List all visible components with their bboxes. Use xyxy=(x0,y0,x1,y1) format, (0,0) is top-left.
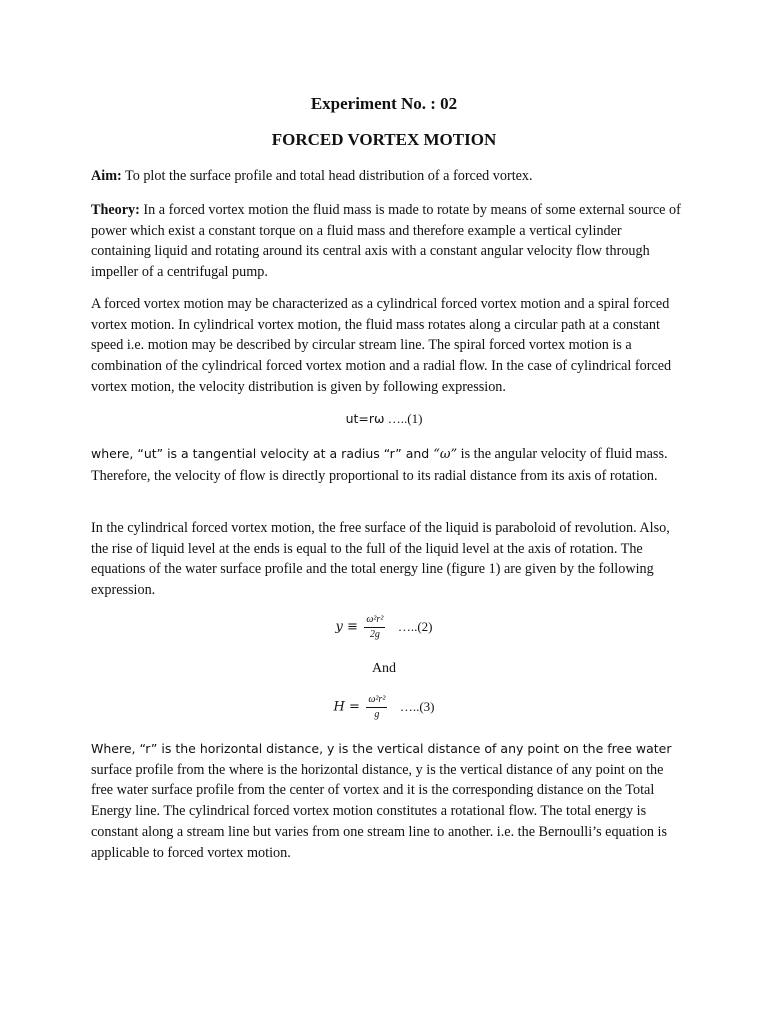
equation-2-denominator: 2g xyxy=(369,629,380,640)
vortex-types-paragraph: A forced vortex motion may be characterized as a cylindrical forced vortex motion and a spiral forced vortex motion. In cylindrical vortex motion, the fluid mass rotates along a circular path at a constant speed i.e. motion may be described by circular stream line. The spiral forced vortex motion is a combination of the cylindrical forced vortex motion and a radial flow. In the case of cylindrical forced vortex motion, the velocity distribution is given by following expression. xyxy=(91,296,672,395)
and-text: And xyxy=(371,661,397,676)
equation-2-lhs: y ≡ xyxy=(335,619,358,635)
bernoulli-text-part1: Where, “r” is the horizontal distance, y is the vertical distance of any point on the free water xyxy=(91,741,672,756)
experiment-title: Experiment No. : 02 xyxy=(310,94,458,113)
aim-text: To plot the surface profile and total head distribution of a forced vortex. xyxy=(121,168,533,184)
equation-3-denominator: g xyxy=(374,709,380,720)
bernoulli-paragraph xyxy=(91,739,681,863)
equation-1 xyxy=(0,411,768,428)
equation-3-tag: …..(3) xyxy=(399,698,435,714)
theory-text: In a forced vortex motion the fluid mass is made to rotate by means of some external source of power which exist a constant torque on a fluid mass and therefore example a vertical cylinder containing liquid and rotating around its central axis with a constant angular velocity flow through impeller of a centrifugal pump. xyxy=(91,202,681,281)
omega-symbol: “ω” xyxy=(433,447,458,462)
velocity-text-part2: is the angular velocity of fluid mass. Therefore, the velocity of flow is directly proportional to its radial distance from its axis of rotation. xyxy=(91,446,668,484)
page-heading: FORCED VORTEX MOTION xyxy=(271,130,497,149)
theory-paragraph xyxy=(91,200,681,283)
velocity-paragraph xyxy=(91,444,681,486)
equation-2 xyxy=(0,614,768,641)
equation-3-numerator: ω²r² xyxy=(366,694,387,708)
velocity-text-part1: where, “ut” is a tangential velocity at a radius “r” and xyxy=(91,446,434,461)
equation-3-lhs: H = xyxy=(333,699,360,715)
equation-2-fraction xyxy=(364,614,385,641)
aim-paragraph xyxy=(91,166,681,187)
equation-3 xyxy=(0,694,768,721)
equation-2-tag: …..(2) xyxy=(397,618,433,634)
equation-1-expression: ut=rω xyxy=(345,411,385,426)
equation-3-fraction xyxy=(366,694,387,721)
equation-2-numerator: ω²r² xyxy=(364,614,385,628)
bernoulli-text-part2: surface profile from the where is the horizontal distance, y is the vertical distance of any point on the free water surface profile from the center of vortex and it is the corresponding distance on the Total Energy line. The cylindrical forced vortex motion constitutes a rotational flow. The total energy is constant along a stream line but varies from one stream line to another. i.e. the Bernoulli’s equation is applicable to forced vortex motion. xyxy=(91,761,668,861)
theory-label: Theory: xyxy=(91,202,140,218)
surface-profile-paragraph: In the cylindrical forced vortex motion, the free surface of the liquid is paraboloid of revolution. Also, the rise of liquid level at the ends is equal to the full of the liquid level at the axis of rotation. The equations of the water surface profile and the total energy line (figure 1) are given by the following expression. xyxy=(91,520,670,599)
equation-1-tag: …..(1) xyxy=(384,411,423,426)
aim-label: Aim: xyxy=(91,168,122,184)
